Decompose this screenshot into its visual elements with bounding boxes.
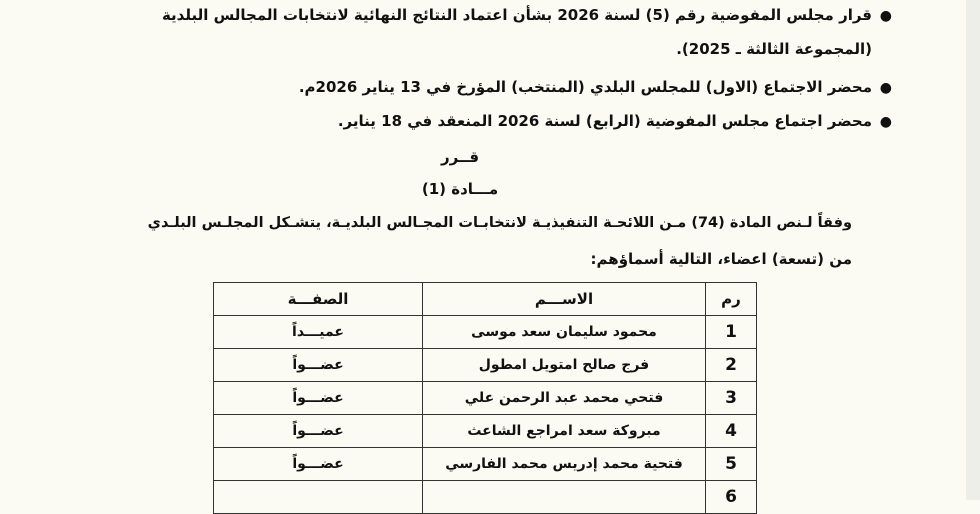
table-row [214,415,757,448]
reference-2: محضر الاجتماع (الاول) للمجلس البلدي (المنتخب) المؤرخ في 13 يناير 2026م. [298,78,872,96]
article-heading: مـــادة (1) [421,180,499,198]
bullet-icon: ● [879,8,892,24]
bullet-icon: ● [879,80,892,96]
article-text-line-1: وفقاً لـنص المادة (74) مـن اللائحـة التنفيذيـة لانتخابـات المجـالس البلديـة، يتشـكل المجلـس البلـدي [147,215,852,231]
row-number: 3 [706,382,757,415]
table-row [214,349,757,382]
row-number: 6 [706,481,757,514]
reference-1-line-2: (المجموعة الثالثة ـ 2025). [676,40,872,58]
member-name: فتحية محمد إدريس محمد الفارسي [423,448,706,481]
header-role: الصفـــة [214,283,423,316]
reference-1-line-1: قرار مجلس المفوضية رقم (5) لسنة 2026 بشأن اعتماد النتائج النهائية لانتخابات المجالس البلدية [161,6,872,24]
row-number: 2 [706,349,757,382]
table-header-row [214,283,757,316]
member-role: عضـــواً [214,448,423,481]
table-row [214,382,757,415]
row-number: 5 [706,448,757,481]
member-role: عضـــواً [214,415,423,448]
header-number: رم [706,283,757,316]
header-name: الاســـم [423,283,706,316]
members-table [213,282,757,514]
member-role: عضـــواً [214,349,423,382]
member-name: فتحي محمد عبد الرحمن علي [423,382,706,415]
member-name [423,481,706,514]
decision-heading: قــرر [440,148,480,166]
member-role [214,481,423,514]
member-role: عميـــداً [214,316,423,349]
member-role: عضـــواً [214,382,423,415]
member-name: فرج صالح امتويل امطول [423,349,706,382]
table-row [214,316,757,349]
reference-3: محضر اجتماع مجلس المفوضية (الرابع) لسنة 2026 المنعقد في 18 يناير. [337,112,872,130]
row-number: 4 [706,415,757,448]
row-number: 1 [706,316,757,349]
member-name: مبروكة سعد امراجع الشاعث [423,415,706,448]
table-row [214,481,757,514]
article-text-line-2: من (تسعة) اعضاء، التالية أسماؤهم: [590,250,852,268]
member-name: محمود سليمان سعد موسى [423,316,706,349]
table-row [214,448,757,481]
bullet-icon: ● [879,114,892,130]
scan-edge [966,0,980,500]
